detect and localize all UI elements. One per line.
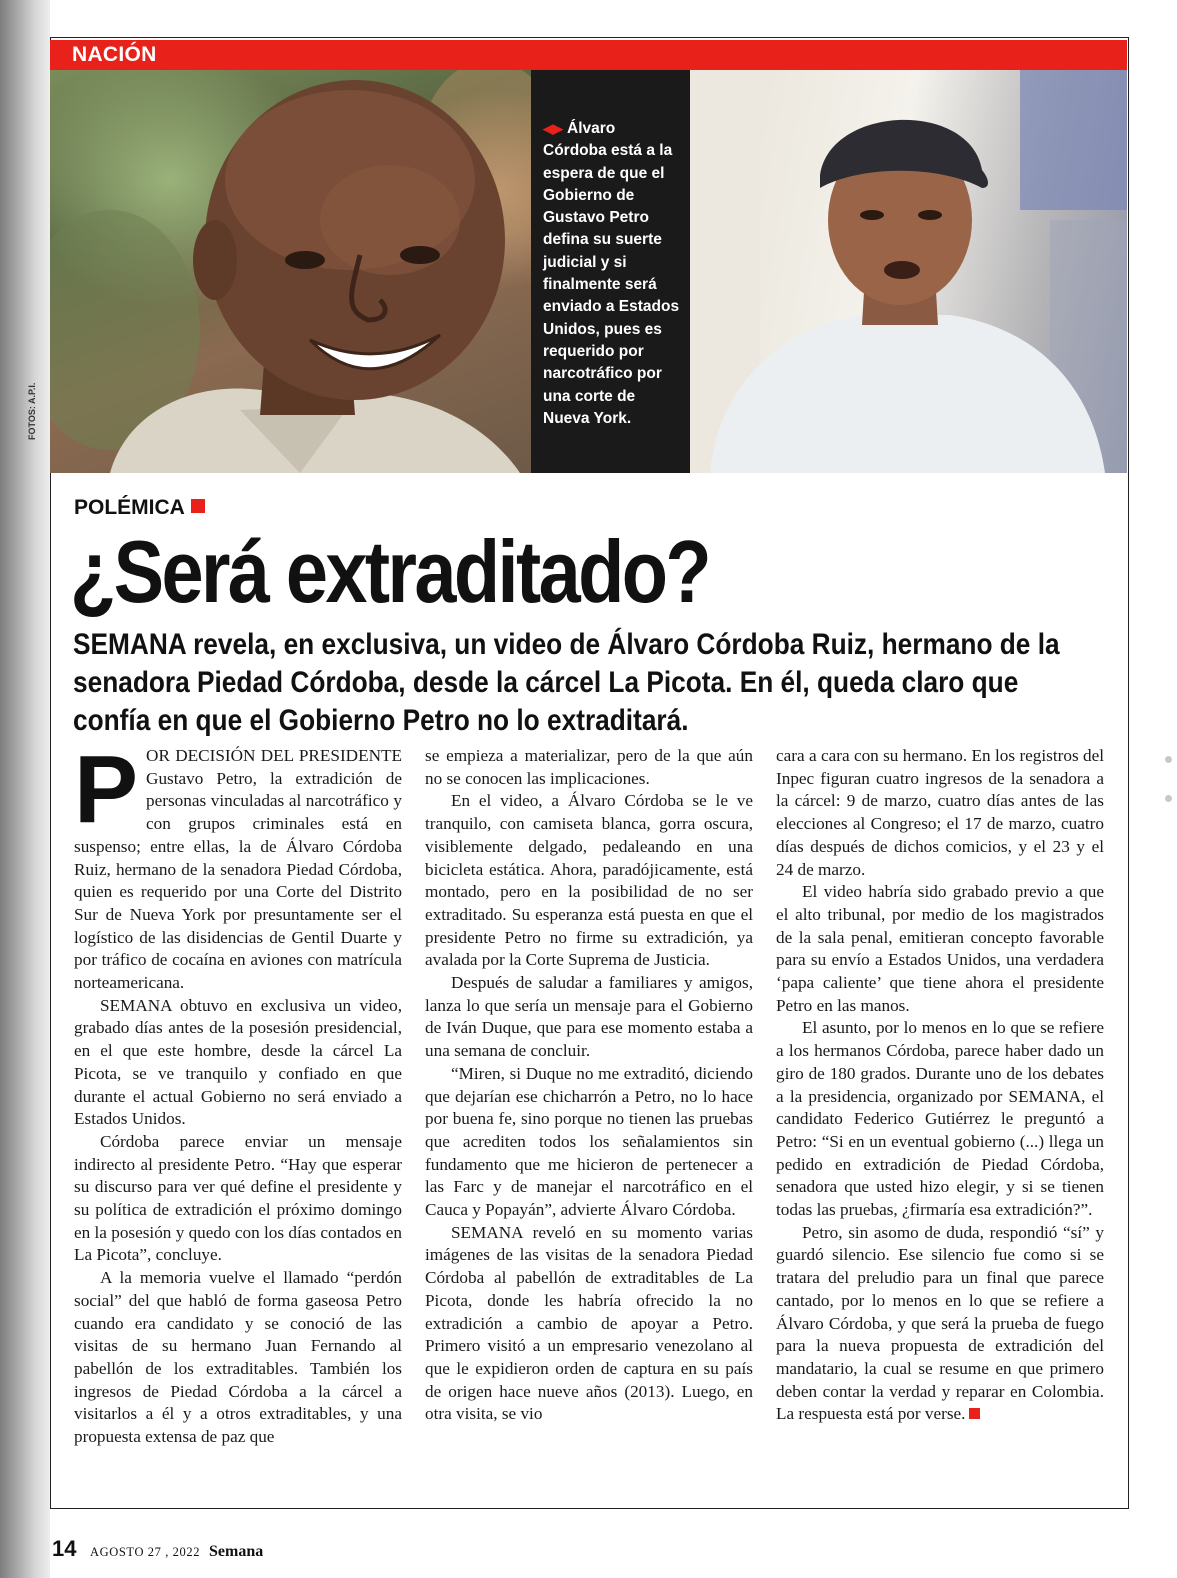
paragraph: El asunto, por lo menos en lo que se refiere a los hermanos Córdoba, parece haber dado un giro de 180 grados. Durante uno de los debates a la presidencia, organizado por SEMANA, el candidato Federico Gutiérrez le preguntó a Petro: “Si en un eventual gobierno (...) llega un pedido en extradición de Piedad Córdoba, senadora que usted hizo elegir, y si se tienen todas las pruebas, ¿firmaría esa extradición?”. [776,1018,1104,1220]
photo-caption-box [531,70,690,473]
edge-mark [1165,756,1172,763]
paragraph: Córdoba parece enviar un mensaje indirecto al presidente Petro. “Hay que esperar su discurso para ver qué define el presidente y su política de extradición el próximo domingo en la posesión y quedo con los días contados en La Picota”, concluye. [74,1131,402,1265]
end-mark-icon [969,1408,980,1419]
section-header-bar [50,40,1127,70]
magazine-name: Semana [209,1543,264,1560]
article-column-2 [425,745,753,1426]
paragraph-text: Petro, sin asomo de duda, respondió “sí” y guardó silencio. Ese silencio fue como si se tratara del preludio para un final que parece cantado, por lo menos en lo que se refiere a Álvaro Córdoba, y que será la prueba de fuego para la nueva propuesta de extradición del mandatario, la cual se resume en que primero deben contar la verdad y reparar en Colombia. La respuesta está por verse. [776,1222,1104,1424]
paragraph: se empieza a materializar, pero de la que aún no se conocen las implicaciones. [425,746,753,788]
page-number: 14 [52,1536,77,1561]
photo-credit: FOTOS: A.P.I. [27,382,37,440]
caption-arrows-icon: ◀▶ [543,121,563,136]
photo-alvaro-cordoba-portrait [50,70,531,473]
article-column-3 [776,745,1104,1426]
kicker-label: POLÉMICA [74,496,185,519]
paragraph: SEMANA obtuvo en exclusiva un video, grabado días antes de la posesión presidencial, en el que este hombre, desde la cárcel La Picota, se ve tranquilo y confiado en que durante el actual Gobierno no será enviado a Estados Unidos. [74,995,402,1129]
issue-date: AGOSTO 27 , 2022 [90,1545,201,1559]
caption-text: Álvaro Córdoba está a la espera de que el Gobierno de Gustavo Petro defina su suerte judicial y si finalmente será enviado a Estados Unidos, pues es requerido por narcotráfico por una corte de Nueva York. [543,120,680,427]
paragraph: “Miren, si Duque no me extraditó, diciendo que dejarían ese chicharrón a Petro, no lo hace por buena fe, sino porque no tienen las pruebas que acrediten todos los señalamientos sin fundamento que me hicieron de pertenecer a las Farc y de manejar el narcotráfico en el Cauca y Popayán”, advierte Álvaro Córdoba. [425,1063,753,1220]
edge-mark [1165,795,1172,802]
deck: SEMANA revela, en exclusiva, un video de Álvaro Córdoba Ruiz, hermano de la senadora Piedad Córdoba, desde la cárcel La Picota. En él, queda claro que confía en que el Gobierno Petro no lo extraditará. [73,628,1060,737]
photo-video-still [690,70,1127,473]
paragraph: Después de saludar a familiares y amigos, lanza lo que sería un mensaje para el Gobierno de Iván Duque, que para ese momento estaba a una semana de concluir. [425,973,753,1061]
kicker-square-icon [191,499,205,513]
section-label: NACIÓN [72,43,157,66]
paragraph: A la memoria vuelve el llamado “perdón social” del que habló de forma gaseosa Petro cuando era candidato y se conoció de las visitas de su hermano Juan Fernando al pabellón de los extraditables. También los ingresos de Piedad Córdoba a la cárcel a visitarlos a él y a otros extraditables, y una propuesta extensa de paz que [74,1268,402,1447]
video-still-illustration [690,70,1127,473]
paragraph [776,1222,1104,1426]
paragraph: En el video, a Álvaro Córdoba se le ve tranquilo, con camiseta blanca, gorra oscura, visiblemente delgado, pedaleando en una bicicleta estática. Ahora, paradójicamente, está montado, pero en la posibilidad de no ser extraditado. Su esperanza está puesta en que el presidente Petro no firme su extradición, ya avalada por la Corte Suprema de Justicia. [425,791,753,970]
paragraph-text: OR DECISIÓN DEL PRESIDENTE Gustavo Petro, la extradición de personas vinculadas al narcotráfico y con grupos criminales está en suspenso; entre ellas, la de Álvaro Córdoba Ruiz, hermano de la senadora Piedad Córdoba, quien es requerido por una Corte del Distrito Sur de Nueva York por presuntamente ser el logístico de las disidencias de Gentil Duarte y por tráfico de cocaína en aviones con matrícula norteamericana. [74,746,402,993]
paragraph: El video habría sido grabado previo a que el alto tribunal, por medio de los magistrados de la sala penal, emitieran concepto favorable para su envío a Estados Unidos, una verdadera ‘papa caliente’ que tiene ahora el presidente Petro en las manos. [776,882,1104,1015]
photo-caption [543,118,683,430]
headline: ¿Será extraditado? [70,522,710,621]
kicker [74,496,205,520]
paragraph [74,736,402,995]
paragraph: SEMANA reveló en su momento varias imágenes de las visitas de la senadora Piedad Córdoba al pabellón de extraditables de La Picota, donde les habría ofrecido la no extradición a cambio de apoyar a Petro. Primero visitó a un empresario venezolano al que le expidieron orden de captura en su país de origen hace nueve años (2013). Luego, en otra visita, se vio [425,1222,753,1424]
article-column-1 [74,736,402,1449]
portrait-illustration [50,70,531,473]
binding-shadow [0,0,50,1578]
dropcap: P [74,736,139,843]
paragraph: cara a cara con su hermano. En los registros del Inpec figuran cuatro ingresos de la senadora a la cárcel: 9 de marzo, cuatro días antes de las elecciones al Congreso; el 17 de marzo, cuatro días después de dichos comicios, y el 23 y el 24 de marzo. [776,746,1104,879]
